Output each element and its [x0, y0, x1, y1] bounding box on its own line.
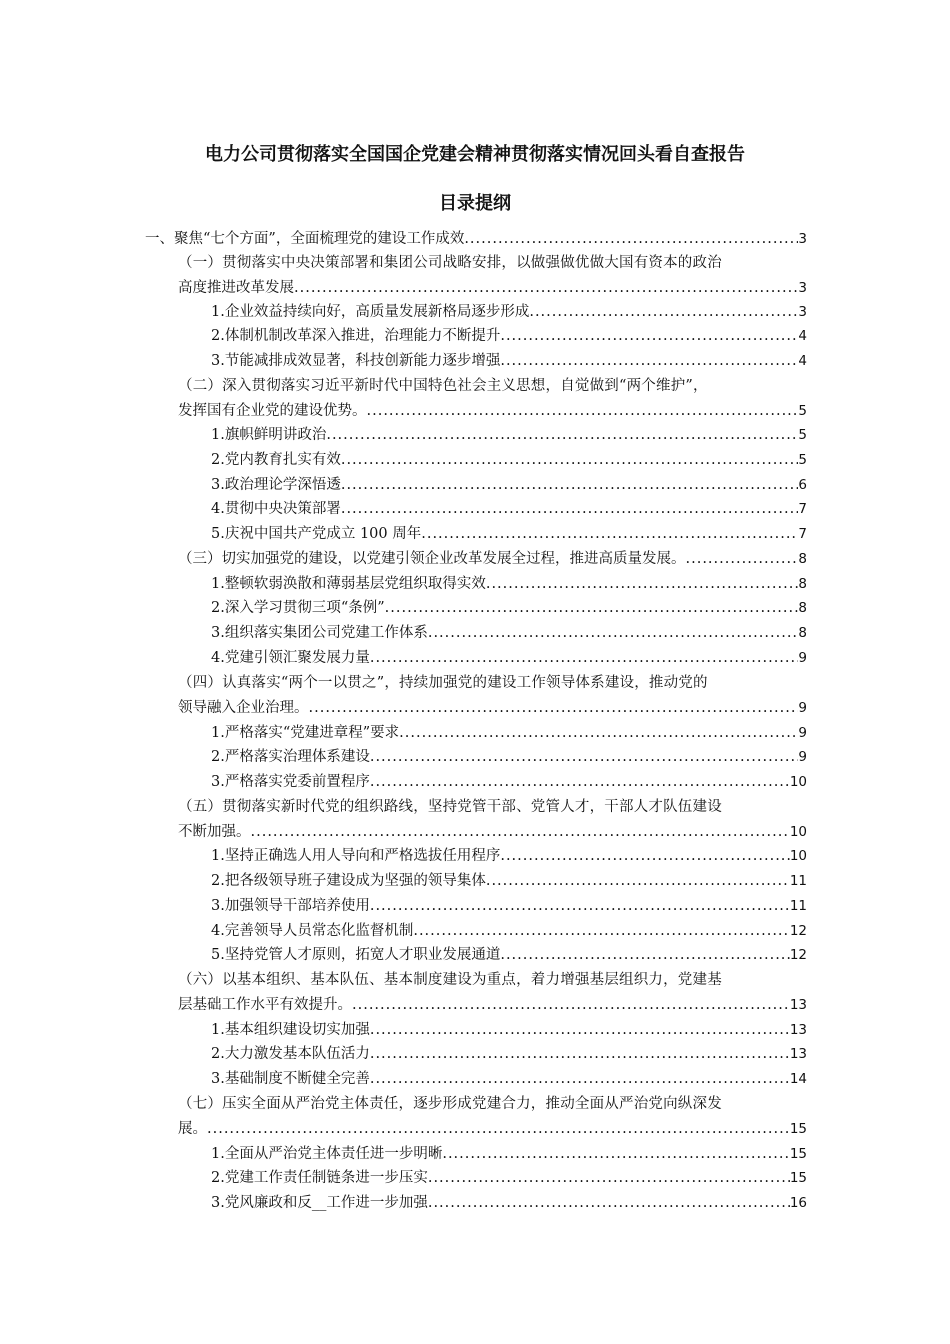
toc-entry-level3[interactable] [211, 596, 807, 621]
toc-entry-level3[interactable] [211, 1067, 807, 1092]
leader-dots [370, 745, 799, 770]
toc-entry-text: 3.组织落实集团公司党建工作体系 [211, 625, 428, 641]
toc-entry-level3[interactable] [211, 646, 807, 671]
toc-page-number: 9 [798, 700, 807, 716]
leader-dots [370, 1042, 790, 1067]
toc-entry-level3[interactable] [211, 621, 807, 646]
leader-dots [341, 497, 799, 522]
toc-page-number: 8 [798, 576, 807, 592]
toc-page-number: 11 [789, 898, 807, 914]
toc-page-number: 12 [789, 923, 807, 939]
toc-entry-level3[interactable] [211, 894, 807, 919]
toc-entry-level3[interactable] [211, 1018, 807, 1043]
toc-entry-level3[interactable] [211, 721, 807, 746]
toc-entry-text: 一、聚焦“七个方面”，全面梳理党的建设工作成效 [145, 231, 465, 247]
leader-dots [370, 646, 799, 671]
leader-dots [529, 300, 798, 325]
toc-entry-text-line1: （七）压实全面从严治党主体责任，逐步形成党建合力，推动全面从严治党向纵深发 [178, 1096, 722, 1112]
leader-dots [341, 473, 799, 498]
toc-page-number: 14 [789, 1071, 807, 1087]
toc-entry-text-line1: （四）认真落实“两个一以贯之”，持续加强党的建设工作领导体系建设，推动党的 [178, 675, 708, 691]
toc-page-number: 7 [798, 526, 807, 542]
toc-page-number: 4 [798, 353, 807, 369]
toc-page-number: 3 [798, 231, 807, 247]
toc-entry-text: 3.政治理论学深悟透 [211, 477, 341, 493]
leader-dots [421, 522, 798, 547]
toc-entry-level3[interactable] [211, 844, 807, 869]
toc-entry-level3[interactable] [211, 473, 807, 498]
toc-entry-text: 2.体制机制改革深入推进，治理能力不断提升 [211, 328, 501, 344]
toc-entry-text: 5.坚持党管人才原则，拓宽人才职业发展通道 [211, 947, 501, 963]
toc-heading: 目录提纲 [439, 193, 511, 214]
leader-dots [500, 844, 789, 869]
leader-dots [367, 399, 799, 424]
leader-dots [486, 572, 799, 597]
leader-dots [428, 1191, 790, 1216]
toc-entry-text: 1.基本组织建设切实加强 [211, 1022, 370, 1038]
toc-page-number: 16 [789, 1195, 807, 1211]
toc-entry-level3[interactable] [211, 324, 807, 349]
toc-page-number: 4 [798, 328, 807, 344]
toc-entry-text-line1: （一）贯彻落实中央决策部署和集团公司战略安排，以做强做优做大国有资本的政治 [178, 255, 722, 271]
toc-entry-text: 3.节能减排成效显著，科技创新能力逐步增强 [211, 353, 501, 369]
toc-entry-text: 不断加强。 [178, 824, 251, 840]
toc-page-number: 10 [789, 848, 807, 864]
toc-entry-text: 1.旗帜鲜明讲政治 [211, 427, 327, 443]
toc-page-number: 15 [789, 1146, 807, 1162]
toc-entry-level3[interactable] [211, 919, 807, 944]
toc-entry-text: 3.加强领导干部培养使用 [211, 898, 370, 914]
leader-dots [500, 349, 798, 374]
leader-dots [370, 1067, 790, 1092]
toc-entry-level3[interactable] [211, 745, 807, 770]
leader-dots [326, 423, 798, 448]
toc-entry-level2[interactable] [178, 968, 807, 1018]
toc-entry-text: 1.全面从严治党主体责任进一步明晰 [211, 1146, 443, 1162]
toc-entry-level3[interactable] [211, 572, 807, 597]
toc-page-number: 3 [798, 304, 807, 320]
leader-dots [500, 943, 789, 968]
toc-entry-level3[interactable] [211, 1042, 807, 1067]
toc-entry-level3[interactable] [211, 423, 807, 448]
toc-entry-text: 高度推进改革发展 [178, 280, 294, 296]
toc-entry-level3[interactable] [211, 349, 807, 374]
toc-entry-level3[interactable] [211, 522, 807, 547]
leader-dots [370, 1018, 790, 1043]
toc-entry-text: 2.大力激发基本队伍活力 [211, 1046, 370, 1062]
toc-entry-level1[interactable] [145, 227, 807, 252]
toc-page-number: 8 [798, 625, 807, 641]
leader-dots [428, 621, 799, 646]
toc-page-number: 13 [789, 1046, 807, 1062]
toc-entry-text: 2.深入学习贯彻三项“条例” [211, 600, 385, 616]
toc-entry-text: 1.整顿软弱涣散和薄弱基层党组织取得实效 [211, 576, 486, 592]
toc-page-number: 6 [798, 477, 807, 493]
toc-entry-text: 3.党风廉政和反__工作进一步加强 [211, 1195, 428, 1211]
toc-entry-text: 3.严格落实党委前置程序 [211, 774, 370, 790]
toc-entry-text: 1.坚持正确选人用人导向和严格选拔任用程序 [211, 848, 501, 864]
toc-page-number: 9 [798, 749, 807, 765]
toc-page-number: 8 [798, 551, 807, 567]
toc-entry-text: 1.严格落实“党建进章程”要求 [211, 725, 400, 741]
toc-entry-level2[interactable] [178, 251, 807, 301]
toc-entry-text: 2.把各级领导班子建设成为坚强的领导集体 [211, 873, 486, 889]
leader-dots [309, 696, 799, 721]
toc-entry-level3[interactable] [211, 943, 807, 968]
toc-entry-level3[interactable] [211, 1166, 807, 1191]
document-title: 电力公司贯彻落实全国国企党建会精神贯彻落实情况回头看自查报告 [205, 144, 745, 165]
toc-page-number: 9 [798, 725, 807, 741]
toc-page-number: 10 [789, 774, 807, 790]
leader-dots [500, 324, 798, 349]
toc-entry-level2[interactable] [178, 795, 807, 845]
toc-entry-text: 5.庆祝中国共产党成立 100 周年 [211, 526, 422, 542]
leader-dots [294, 276, 798, 301]
toc-entry-level2[interactable] [178, 547, 807, 572]
leader-dots [686, 547, 799, 572]
toc-entry-text-line1: （六）以基本组织、基本队伍、基本制度建设为重点，着力增强基层组织力，党建基 [178, 972, 722, 988]
leader-dots [207, 1117, 790, 1142]
toc-entry-level3[interactable] [211, 1142, 807, 1167]
toc-page-number: 3 [798, 280, 807, 296]
toc-page-number: 12 [789, 947, 807, 963]
toc-entry-level3[interactable] [211, 770, 807, 795]
toc-entry-text: 4.党建引领汇聚发展力量 [211, 650, 370, 666]
toc-entry-text: 2.严格落实治理体系建设 [211, 749, 370, 765]
leader-dots [385, 596, 799, 621]
toc-entry-level3[interactable] [211, 448, 807, 473]
toc-page-number: 13 [789, 997, 807, 1013]
toc-entry-text: 2.党内教育扎实有效 [211, 452, 341, 468]
leader-dots [442, 1142, 789, 1167]
leader-dots [464, 227, 798, 252]
leader-dots [486, 869, 790, 894]
toc-page-number: 10 [789, 824, 807, 840]
leader-dots [251, 820, 790, 845]
toc-entry-level3[interactable] [211, 869, 807, 894]
toc-entry-text: 展。 [178, 1121, 207, 1137]
toc-page-number: 15 [789, 1170, 807, 1186]
leader-dots [341, 448, 799, 473]
leader-dots [428, 1166, 790, 1191]
leader-dots [370, 894, 790, 919]
toc-entry-text: 领导融入企业治理。 [178, 700, 309, 716]
toc-page-number: 13 [789, 1022, 807, 1038]
toc-page-number: 11 [789, 873, 807, 889]
toc-page-number: 5 [798, 427, 807, 443]
toc-entry-level3[interactable] [211, 497, 807, 522]
toc-page-number: 9 [798, 650, 807, 666]
toc-entry-text: （三）切实加强党的建设，以党建引领企业改革发展全过程，推进高质量发展。 [178, 551, 686, 567]
toc-entry-text: 1.企业效益持续向好，高质量发展新格局逐步形成 [211, 304, 530, 320]
toc-entry-level2[interactable] [178, 374, 807, 424]
toc-entry-text: 4.完善领导人员常态化监督机制 [211, 923, 414, 939]
leader-dots [352, 993, 790, 1018]
toc-entry-text: 4.贯彻中央决策部署 [211, 501, 341, 517]
toc-entry-text: 层基础工作水平有效提升。 [178, 997, 352, 1013]
toc-page-number: 15 [789, 1121, 807, 1137]
toc-entry-level3[interactable] [211, 300, 807, 325]
toc-page-number: 8 [798, 600, 807, 616]
toc-page-number: 7 [798, 501, 807, 517]
toc-entry-text: 2.党建工作责任制链条进一步压实 [211, 1170, 428, 1186]
leader-dots [413, 919, 789, 944]
toc-entry-level2[interactable] [178, 1092, 807, 1142]
toc-entry-text-line1: （二）深入贯彻落实习近平新时代中国特色社会主义思想，自觉做到“两个维护”， [178, 378, 708, 394]
leader-dots [370, 770, 790, 795]
toc-page-number: 5 [798, 403, 807, 419]
toc-entry-text: 发挥国有企业党的建设优势。 [178, 403, 367, 419]
leader-dots [399, 721, 798, 746]
toc-entry-level3[interactable] [211, 1191, 807, 1216]
toc-entry-text: 3.基础制度不断健全完善 [211, 1071, 370, 1087]
toc-entry-text-line1: （五）贯彻落实新时代党的组织路线，坚持党管干部、党管人才，干部人才队伍建设 [178, 799, 722, 815]
toc-page-number: 5 [798, 452, 807, 468]
toc-entry-level2[interactable] [178, 671, 807, 721]
